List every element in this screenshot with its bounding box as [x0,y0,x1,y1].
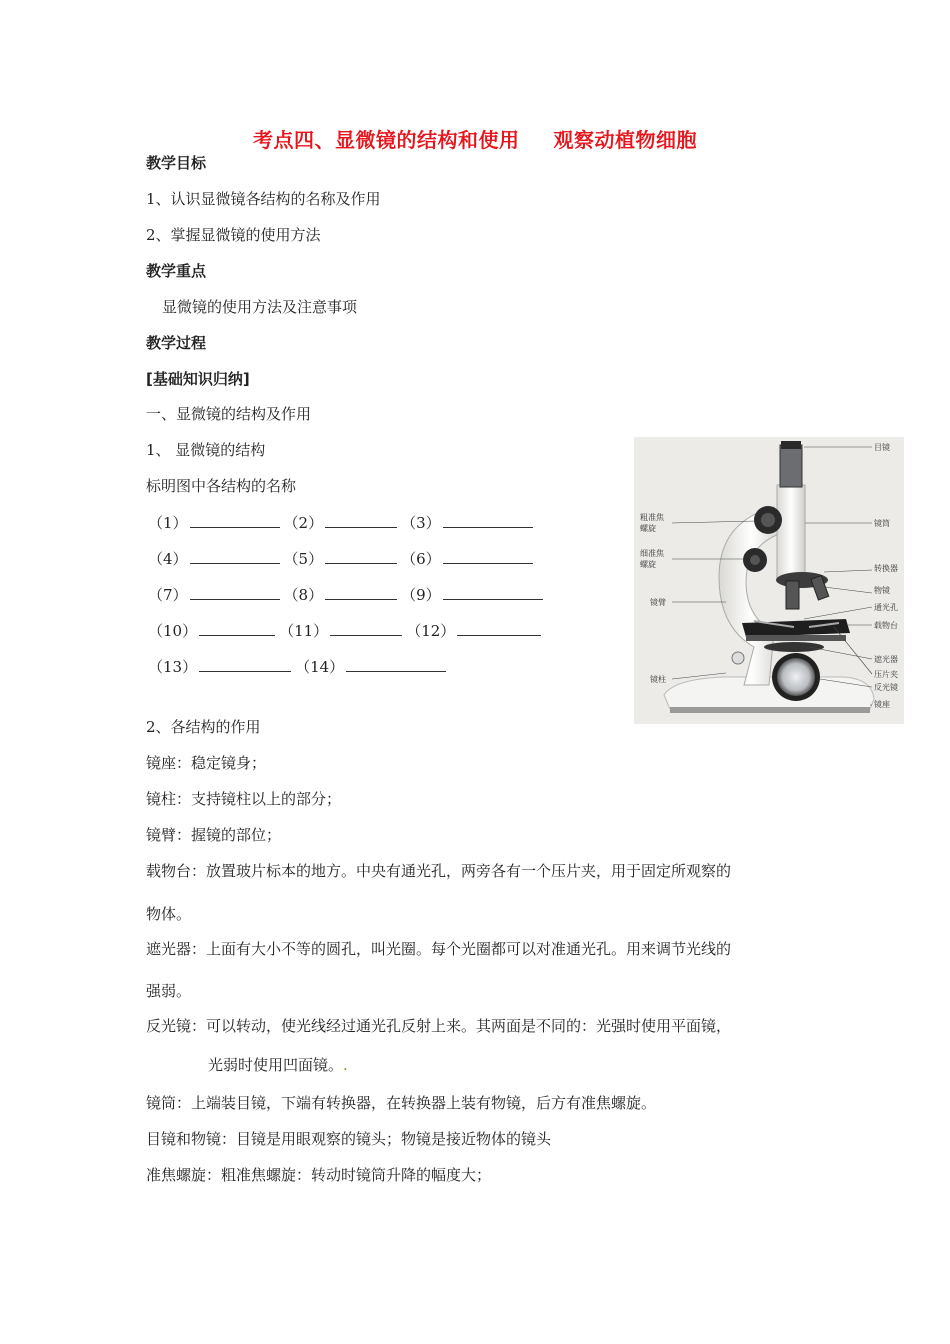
blank-12[interactable] [457,621,541,636]
goal-1: 1、认识显微镜各结构的名称及作用 [146,190,381,208]
goal-2: 2、掌握显微镜的使用方法 [146,226,321,244]
title-part2: 观察动植物细胞 [553,128,697,152]
label-coarse-2: 螺旋 [640,524,656,533]
sub2-heading: 2、各结构的作用 [146,718,261,736]
blank-row-5 [148,656,450,677]
microscope-figure [634,437,904,724]
blank-label-7: （7） [148,586,188,604]
process-heading: 教学过程 [146,334,207,352]
function-stage-line1: 载物台：放置玻片标本的地方。中央有通光孔，两旁各有一个压片夹，用于固定所观察的 [146,862,732,880]
blank-8[interactable] [325,585,397,600]
goals-heading: 教学目标 [146,154,207,172]
label-coarse-1: 粗准焦 [640,513,664,522]
blank-label-6: （6） [401,550,441,568]
part1-heading: 一、显微镜的结构及作用 [146,405,312,423]
label-objective: 物镜 [874,586,890,595]
blank-label-11: （11） [279,622,329,640]
label-pillar: 镜柱 [650,675,666,684]
blank-3[interactable] [443,513,533,528]
function-focus: 准焦螺旋：粗准焦螺旋：转动时镜筒升降的幅度大； [146,1166,492,1184]
function-base: 镜座：稳定镜身； [146,754,267,772]
page-title [0,124,950,153]
label-diaphragm: 遮光器 [874,655,898,664]
blank-label-12: （12） [406,622,456,640]
blank-13[interactable] [199,657,291,672]
blank-row-2 [148,548,537,569]
label-fine-2: 螺旋 [640,560,656,569]
blank-label-1: （1） [148,514,188,532]
label-base: 镜座 [874,700,890,709]
blank-label-10: （10） [148,622,198,640]
key-heading: 教学重点 [146,262,207,280]
blank-4[interactable] [190,549,280,564]
label-fine-1: 细准焦 [640,549,664,558]
blank-label-14: （14） [295,658,345,676]
blank-label-13: （13） [148,658,198,676]
blank-10[interactable] [199,621,275,636]
function-mirror-text: 光弱时使用凹面镜。 [208,1056,344,1074]
function-mirror-dot: . [343,1056,348,1074]
label-arm: 镜臂 [650,598,666,607]
label-tube: 镜筒 [874,519,890,528]
function-arm: 镜臂：握镜的部位； [146,826,282,844]
blank-label-9: （9） [401,586,441,604]
blank-label-4: （4） [148,550,188,568]
blank-2[interactable] [325,513,397,528]
blank-label-2: （2） [283,514,324,532]
blank-11[interactable] [330,621,402,636]
label-aperture: 通光孔 [874,603,898,612]
blank-row-1 [148,512,537,533]
blank-label-3: （3） [401,514,441,532]
blank-5[interactable] [325,549,397,564]
function-mirror-line1: 反光镜：可以转动，使光线经过通光孔反射上来。其两面是不同的：光强时使用平面镜， [146,1017,732,1035]
function-diaphragm-line1: 遮光器：上面有大小不等的圆孔，叫光圈。每个光圈都可以对准通光孔。用来调节光线的 [146,940,732,958]
blank-14[interactable] [346,657,446,672]
function-stage-line2: 物体。 [146,905,192,923]
function-lenses: 目镜和物镜：目镜是用眼观察的镜头；物镜是接近物体的镜头 [146,1130,552,1148]
blank-label-5: （5） [283,550,324,568]
title-part1: 考点四、显微镜的结构和使用 [253,128,520,152]
label-mirror: 反光镜 [874,683,898,692]
basic-heading: [基础知识归纳] [146,370,250,388]
blank-1[interactable] [190,513,280,528]
instruction: 标明图中各结构的名称 [146,477,297,495]
label-eyepiece: 目镜 [874,443,890,452]
blank-row-4 [148,620,545,641]
label-clip: 压片夹 [874,670,898,679]
function-tube: 镜筒：上端装目镜，下端有转换器，在转换器上装有物镜，后方有准焦螺旋。 [146,1094,657,1112]
function-diaphragm-line2: 强弱。 [146,982,192,1000]
blank-row-3 [148,584,547,605]
blank-6[interactable] [443,549,533,564]
label-nosepiece: 转换器 [874,564,898,573]
blank-7[interactable] [190,585,280,600]
label-stage: 载物台 [874,621,898,630]
function-pillar: 镜柱：支持镜柱以上的部分； [146,790,342,808]
key-text: 显微镜的使用方法及注意事项 [162,298,358,316]
function-mirror-line2 [208,1054,348,1075]
blank-9[interactable] [443,585,543,600]
microscope-illustration [634,437,904,724]
sub1-heading: 1、 显微镜的结构 [146,441,266,459]
blank-label-8: （8） [283,586,324,604]
